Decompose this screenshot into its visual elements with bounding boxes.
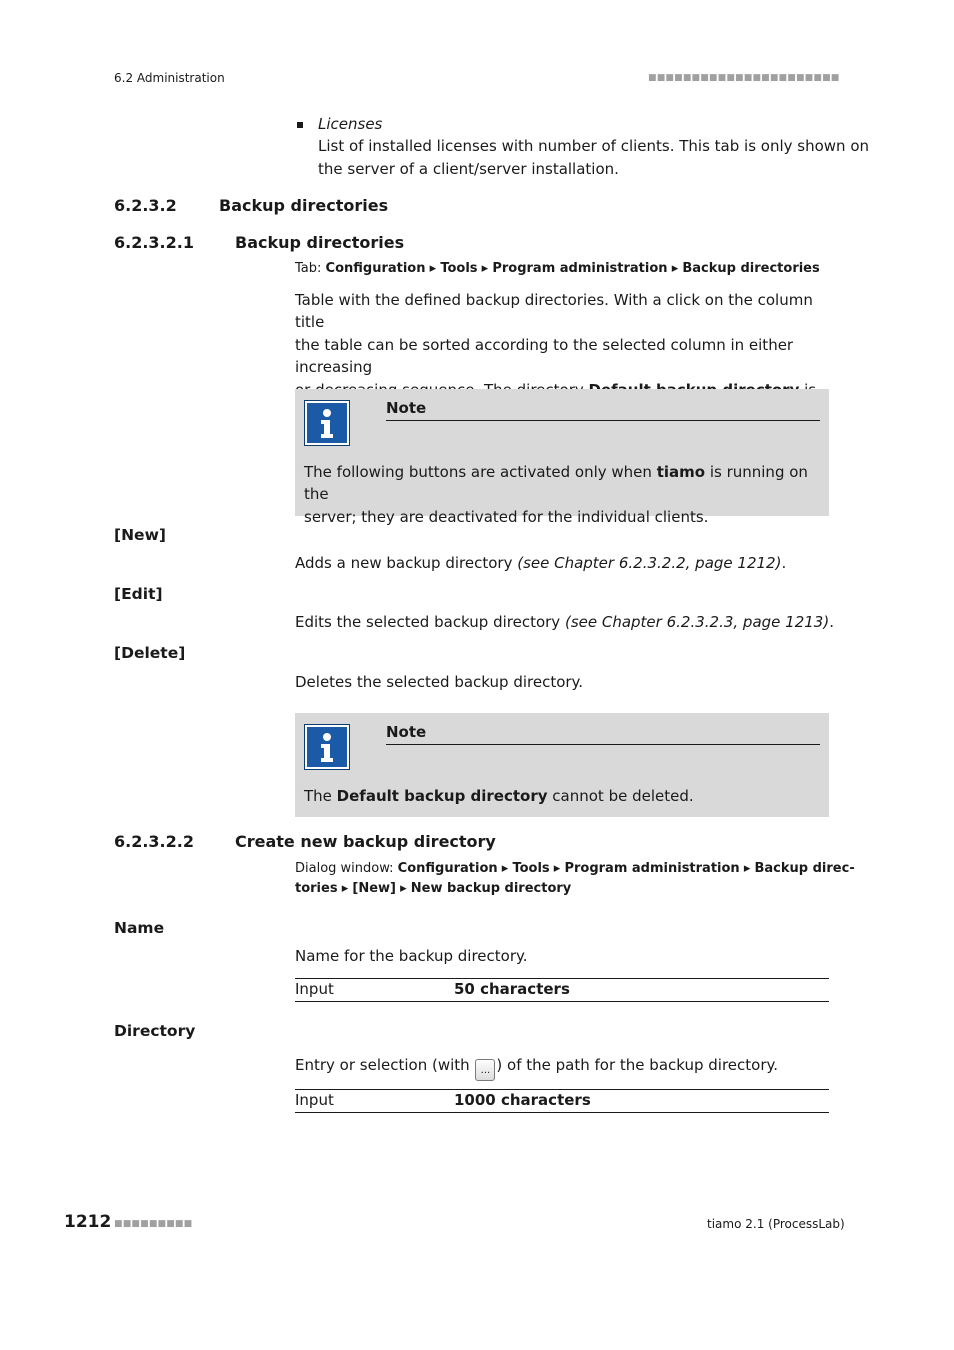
triangle-right-icon: ▸ <box>671 261 679 276</box>
note-text: The following buttons are activated only when tiamo is running on the server; they are deactivated for the individual clients. <box>304 463 808 526</box>
param-label-edit: [Edit] <box>114 585 163 603</box>
page-number: 1212 <box>64 1212 112 1232</box>
chapter-link[interactable]: (see Chapter 6.2.3.2.3, page 1213) <box>564 613 830 631</box>
section-title-62321: Backup directories <box>235 233 405 252</box>
note-title: Note <box>386 723 427 741</box>
triangle-right-icon: ▸ <box>501 861 509 876</box>
name-input-table <box>295 978 829 1002</box>
note-box <box>295 389 829 526</box>
note-title: Note <box>386 399 427 417</box>
running-header-section: 6.2 Administration <box>114 71 225 85</box>
param-label-delete: [Delete] <box>114 644 186 662</box>
header-decoration: ■■■■■■■■■■■■■■■■■■■■■■ <box>648 73 840 83</box>
section-number-62321: 6.2.3.2.1 <box>114 233 194 252</box>
licenses-line-1: List of installed licenses with number of clients. This tab is only shown on <box>318 137 870 156</box>
paragraph-line: Table with the defined backup directories. With a click on the column title <box>295 291 813 332</box>
dialog-path: Dialog window: Configuration ▸ Tools ▸ Program administration ▸ Backup direc- tories ▸ [New] ▸ New backup directory <box>295 861 855 896</box>
paragraph-line: the table can be sorted according to the selected column in either increasing <box>295 335 794 377</box>
note-divider <box>386 744 820 745</box>
param-desc-name: Name for the backup directory. <box>295 947 528 965</box>
path-prefix: Tab: <box>295 261 322 276</box>
section-title-6232: Backup directories <box>219 196 389 215</box>
directory-input-table <box>295 1089 829 1113</box>
param-label-new: [New] <box>114 526 166 544</box>
param-desc-new: Adds a new backup directory (see Chapter 6.2.3.2.2, page 1212). <box>295 554 787 572</box>
footer-product: tiamo 2.1 (ProcessLab) <box>707 1217 845 1231</box>
input-key: Input <box>295 980 334 998</box>
input-key: Input <box>295 1091 334 1109</box>
footer-decoration: ■■■■■■■■■ <box>114 1219 193 1229</box>
tab-path <box>295 259 820 279</box>
param-label-directory: Directory <box>114 1022 196 1040</box>
param-desc-delete: Deletes the selected backup directory. <box>295 673 584 691</box>
param-desc-edit: Edits the selected backup directory (see Chapter 6.2.3.2.3, page 1213). <box>295 613 834 631</box>
note-text: The Default backup directory cannot be deleted. <box>304 787 694 805</box>
bullet-square-icon <box>297 122 303 128</box>
triangle-right-icon: ▸ <box>481 261 489 276</box>
triangle-right-icon: ▸ <box>553 861 561 876</box>
triangle-right-icon: ▸ <box>400 881 407 896</box>
licenses-title: Licenses <box>318 115 383 133</box>
section-number-62322: 6.2.3.2.2 <box>114 832 194 851</box>
info-icon <box>304 724 350 770</box>
note-divider <box>386 420 820 421</box>
note-box <box>295 713 829 817</box>
triangle-right-icon: ▸ <box>341 881 349 896</box>
input-value: 50 characters <box>454 980 570 998</box>
path-item: Tools <box>440 261 478 276</box>
info-icon <box>304 400 350 446</box>
param-label-name: Name <box>114 919 165 937</box>
ellipsis-button-icon: ... <box>475 1059 495 1081</box>
licenses-line-2: the server of a client/server installation. <box>318 159 619 178</box>
section-number-6232: 6.2.3.2 <box>114 196 177 215</box>
triangle-right-icon: ▸ <box>429 261 437 276</box>
path-item: Backup directories <box>682 261 820 276</box>
licenses-block <box>318 113 869 180</box>
triangle-right-icon: ▸ <box>743 861 751 876</box>
chapter-link[interactable]: (see Chapter 6.2.3.2.2, page 1212) <box>517 554 782 572</box>
path-item: Configuration <box>325 261 426 276</box>
param-desc-directory: Entry or selection (with ... ) of the path for the backup directory. <box>295 1054 778 1081</box>
section-title-62322: Create new backup directory <box>235 832 496 851</box>
input-value: 1000 characters <box>454 1091 591 1109</box>
path-item: Program administration <box>492 261 668 276</box>
